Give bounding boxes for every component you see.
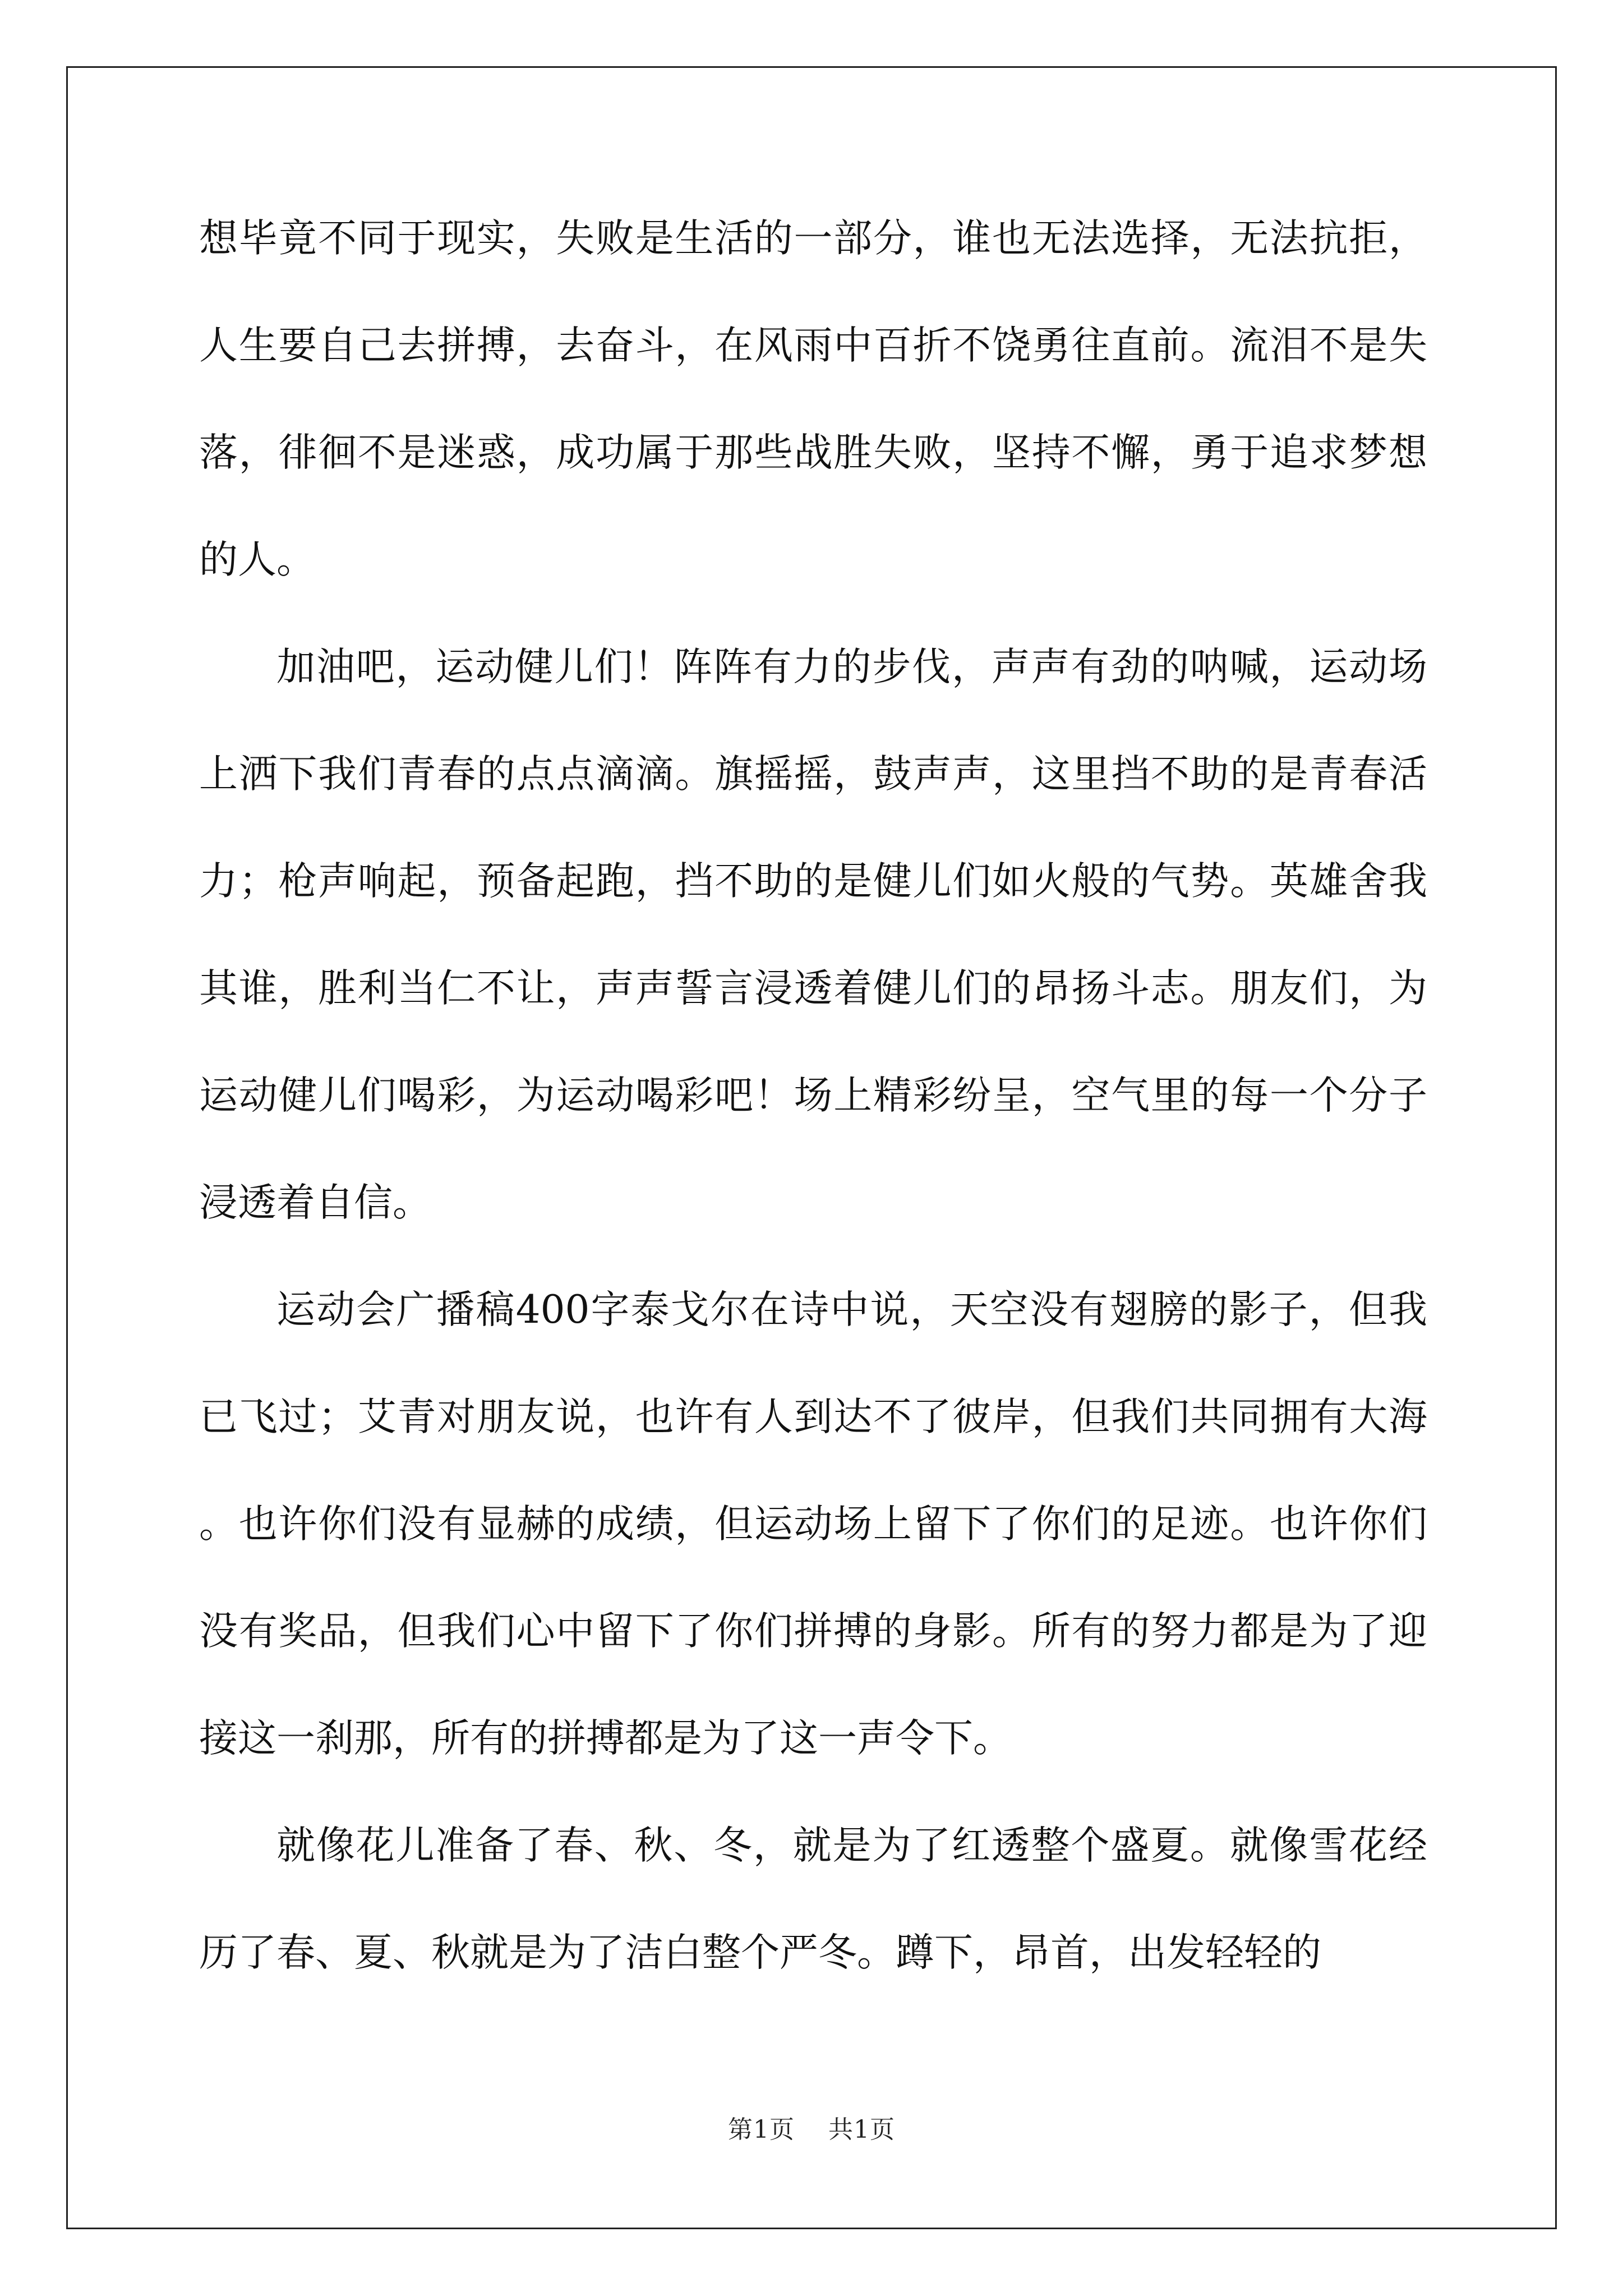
paragraph-2: 加油吧，运动健儿们！阵阵有力的步伐，声声有劲的呐喊，运动场上洒下我们青春的点点滴滴。旗摇摇，鼓声声，这里挡不助的是青春活力；枪声响起，预备起跑，挡不助的是健儿们如火般的气势。英雄舍我其谁，胜利当仁不让，声声誓言浸透着健儿们的昂扬斗志。朋友们，为运动健儿们喝彩，为运动喝彩吧！场上精彩纷呈，空气里的每一个分子浸透着自信。 (199, 645, 1427, 1225)
page-number: 第1页 (728, 2115, 795, 2144)
page-total: 共1页 (828, 2115, 895, 2144)
document-body (199, 185, 1427, 2007)
paragraph-1: 想毕竟不同于现实，失败是生活的一部分，谁也无法选择，无法抗拒，人生要自己去拼搏，去奋斗，在风雨中百折不饶勇往直前。流泪不是失落，徘徊不是迷惑，成功属于那些战胜失败，坚持不懈，勇于追求梦想的人。 (199, 216, 1427, 582)
paragraph-3: 运动会广播稿400字泰戈尔在诗中说，天空没有翅膀的影子，但我已飞过；艾青对朋友说，也许有人到达不了彼岸，但我们共同拥有大海。也许你们没有显赫的成绩，但运动场上留下了你们的足迹。也许你们没有奖品，但我们心中留下了你们拼搏的身影。所有的努力都是为了迎接这一刹那，所有的拼搏都是为了这一声令下。 (199, 1287, 1427, 1761)
page-footer (0, 2109, 1623, 2145)
paragraph-4: 就像花儿准备了春、秋、冬，就是为了红透整个盛夏。就像雪花经历了春、夏、秋就是为了洁白整个严冬。蹲下，昂首，出发轻轻的 (199, 1823, 1427, 1975)
